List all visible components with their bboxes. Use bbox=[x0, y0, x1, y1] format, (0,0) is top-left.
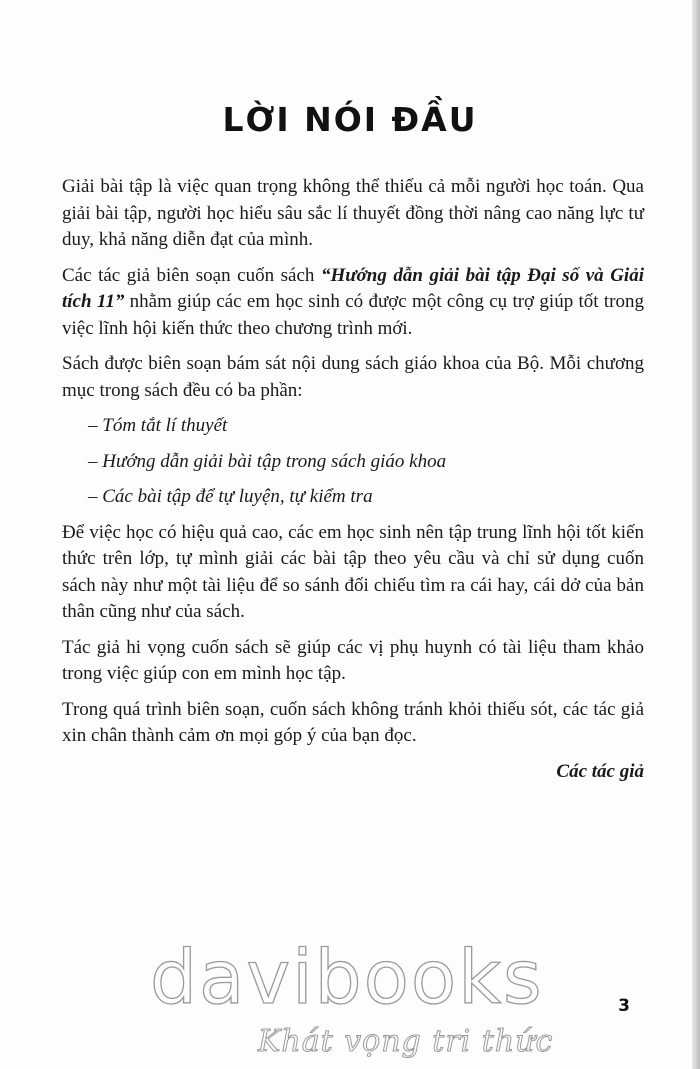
paragraph-2-rest: nhằm giúp các em học sinh có được một công cụ trợ giúp tốt trong việc lĩnh hội kiến thức theo chương trình mới. bbox=[62, 291, 645, 339]
section-parts-list bbox=[62, 413, 644, 511]
watermark-logo: davibooks bbox=[150, 935, 544, 1021]
page-title: LỜI NÓI ĐẦU bbox=[222, 100, 478, 139]
author-signature: Các tác giả bbox=[556, 760, 644, 782]
preface-body bbox=[62, 174, 644, 785]
list-item: – Hướng dẫn giải bài tập trong sách giáo khoa bbox=[88, 450, 447, 472]
paragraph-5: Tác giả hi vọng cuốn sách sẽ giúp các vị phụ huynh có tài liệu tham khảo trong việc giúp con em mình học tập. bbox=[62, 636, 644, 684]
book-title: “Hướng dẫn giải bài tập Đại số và Giải tích 11” bbox=[62, 264, 644, 312]
paragraph-2-intro: Các tác giả biên soạn cuốn sách bbox=[62, 264, 321, 286]
watermark-slogan: Khát vọng tri thức bbox=[258, 1024, 554, 1059]
paragraph-1 bbox=[62, 174, 644, 254]
list-item: – Tóm tắt lí thuyết bbox=[88, 415, 228, 436]
paragraph-3: Sách được biên soạn bám sát nội dung sách giáo khoa của Bộ. Mỗi chương mục trong sách đều có ba phần: bbox=[62, 353, 644, 401]
list-item: – Các bài tập để tự luyện, tự kiểm tra bbox=[88, 486, 373, 507]
paragraph-1-text: Giải bài tập là việc quan trọng không thể thiếu cả mỗi người học toán. Qua giải bài tập, người học hiểu sâu sắc lí thuyết đồng thời nâng cao năng lực tư duy, khả năng diễn đạt của mình. bbox=[62, 176, 644, 250]
page-number: 3 bbox=[618, 996, 630, 1016]
paragraph-6: Trong quá trình biên soạn, cuốn sách không tránh khỏi thiếu sót, các tác giả xin chân thành cảm ơn mọi góp ý của bạn đọc. bbox=[62, 698, 644, 746]
paragraph-2 bbox=[62, 263, 644, 343]
page-edge-shadow bbox=[692, 0, 700, 1069]
paragraph-4: Để việc học có hiệu quả cao, các em học sinh nên tập trung lĩnh hội tốt kiến thức trên lớp, tự mình giải các bài tập theo yêu cầu và chỉ sử dụng cuốn sách này như một tài liệu để so sánh đối chiếu tìm ra cái hay, cái dở của bản thân cũng như của sách. bbox=[62, 521, 644, 622]
